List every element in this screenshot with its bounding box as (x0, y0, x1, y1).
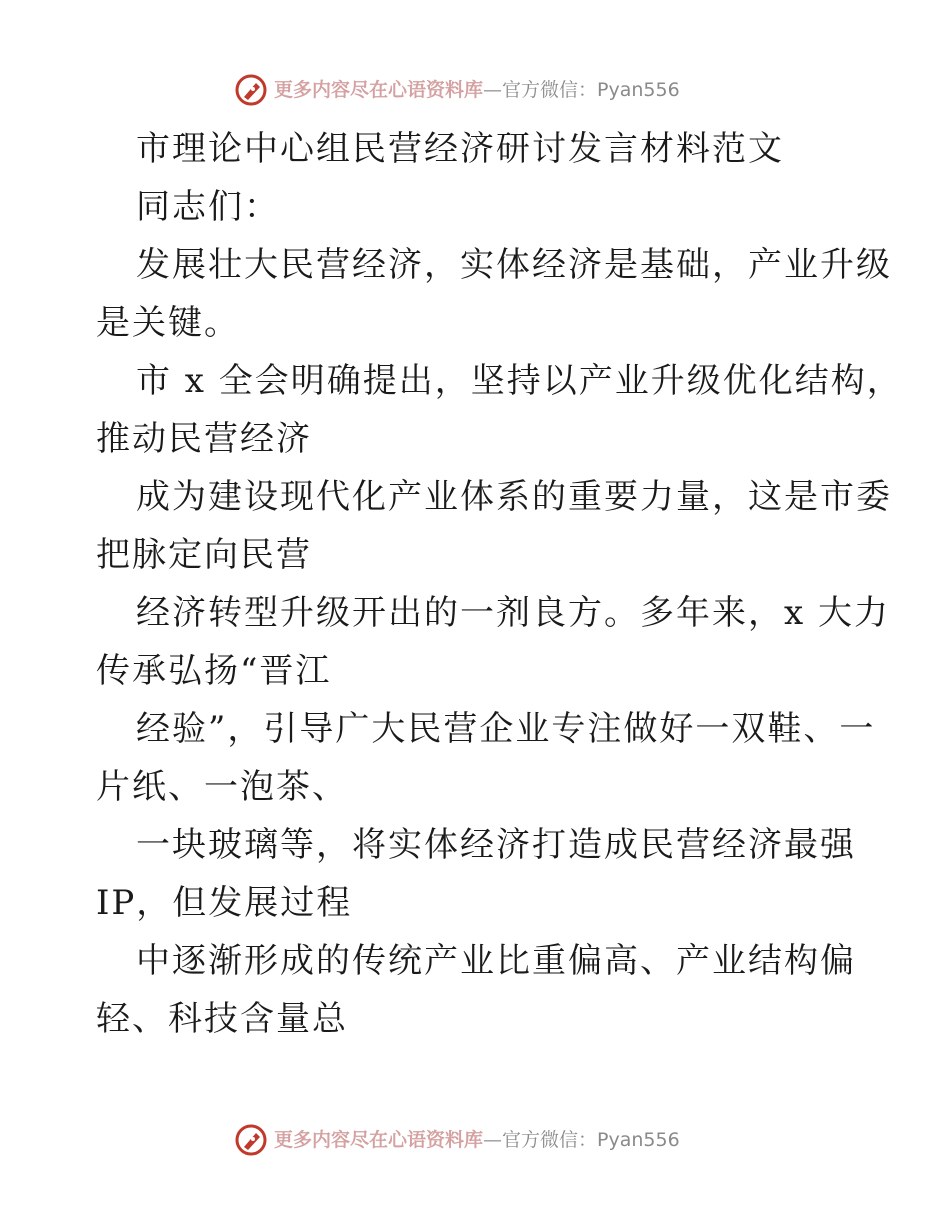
text-line: 发展壮大民营经济，实体经济是基础，产业升级 (136, 245, 892, 285)
salutation: 同志们： (136, 187, 280, 227)
text-line: IP，但发展过程 (96, 883, 353, 923)
paragraph (96, 700, 876, 816)
footer-banner (234, 1120, 680, 1160)
banner-wechat-text: 官方微信：Pyan556 (502, 78, 680, 101)
paragraph (96, 816, 866, 932)
banner-main-text: 更多内容尽在心语资料库 (274, 1128, 484, 1151)
paragraph (96, 584, 890, 700)
text-line: 中逐渐形成的传统产业比重偏高、产业结构偏 (136, 941, 856, 981)
pen-logo-icon (234, 1123, 268, 1157)
paragraph (96, 236, 892, 352)
text-line: 推动民营经济 (96, 419, 312, 459)
text-line: 把脉定向民营 (96, 535, 312, 575)
header-banner (234, 70, 680, 110)
paragraph (96, 352, 903, 468)
paragraph (96, 932, 866, 1048)
text-line: 一块玻璃等，将实体经济打造成民营经济最强 (136, 825, 856, 865)
paragraph (96, 468, 892, 584)
text-line: 市 x 全会明确提出，坚持以产业升级优化结构， (136, 361, 903, 401)
text-line: 是关键。 (96, 303, 240, 343)
text-line: 经验”，引导广大民营企业专注做好一双鞋、一 (136, 709, 876, 749)
banner-separator: — (483, 1128, 503, 1151)
text-line: 片纸、一泡茶、 (96, 767, 348, 807)
banner-wechat-text: 官方微信：Pyan556 (502, 1128, 680, 1151)
text-line: 传承弘扬“晋江 (96, 651, 332, 691)
text-line: 经济转型升级开出的一剂良方。多年来，x 大力 (136, 593, 890, 633)
text-line: 成为建设现代化产业体系的重要力量，这是市委 (136, 477, 892, 517)
pen-logo-icon (234, 73, 268, 107)
banner-separator: — (483, 78, 503, 101)
banner-main-text: 更多内容尽在心语资料库 (274, 78, 484, 101)
text-line: 轻、科技含量总 (96, 999, 348, 1039)
document-body (96, 120, 903, 1048)
document-title: 市理论中心组民营经济研讨发言材料范文 (136, 129, 784, 169)
